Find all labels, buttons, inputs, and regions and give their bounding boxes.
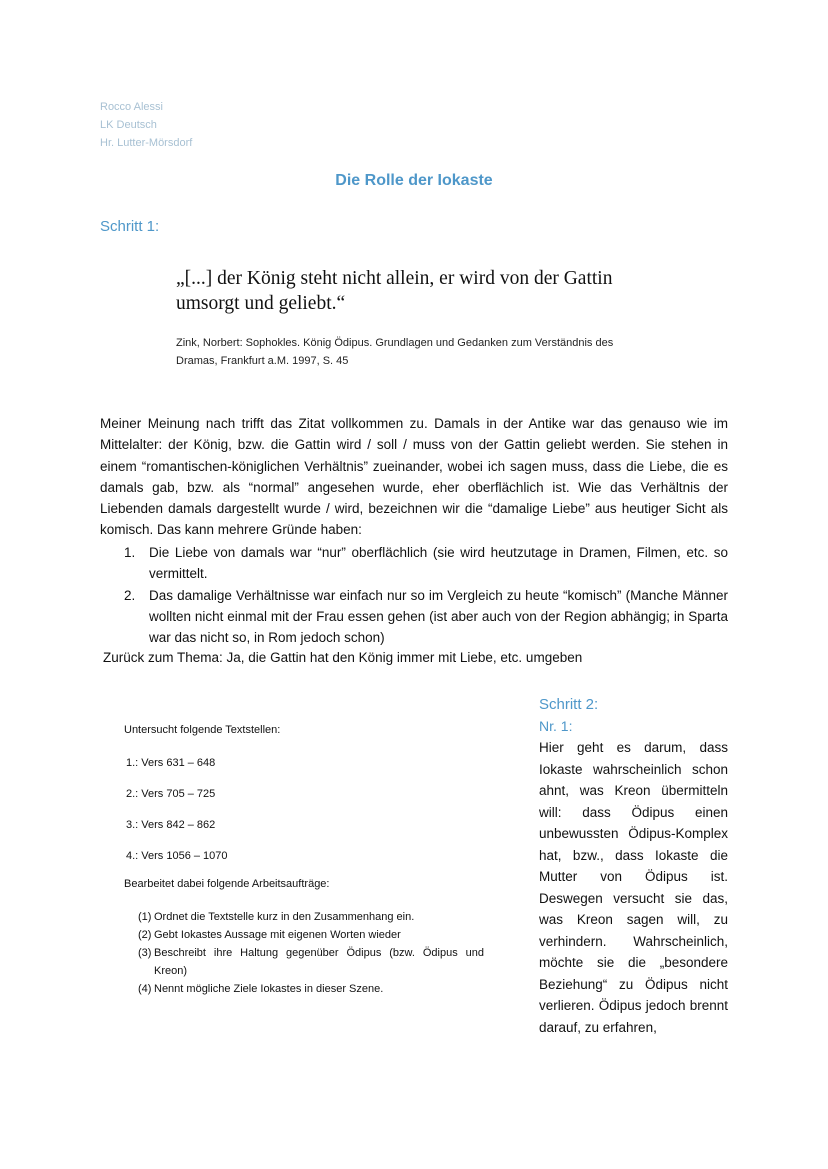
document-title: Die Rolle der Iokaste [335,172,493,189]
assignment-text: Gebt Iokastes Aussage mit eigenen Worten wieder [154,929,401,941]
quote-line: umsorgt und geliebt.“ [176,293,346,314]
nr1-heading: Nr. 1: [539,718,573,734]
verse-item: 2.: Vers 705 – 725 [126,788,216,800]
quote-source [176,334,646,370]
list-text: Die Liebe von damals war “nur” oberflächlich (sie wird heutzutage in Dramen, Filmen, etc. so vermittelt. [149,545,728,582]
verse-item: 4.: Vers 1056 – 1070 [126,850,228,862]
assignment-number: (2) [138,929,152,941]
task-intro: Untersucht folgende Textstellen: [124,724,281,736]
step2-heading: Schritt 2: [539,696,599,713]
opinion-paragraph: Meiner Meinung nach trifft das Zitat vollkommen zu. Damals in der Antike war das genauso wie im Mittelalter: der König, bzw. die Gattin wird / soll / muss von der Gattin geliebt werden. Sie stehen in einem “romantischen-königlichen Verhältnis” zueinander, wobei ich sagen muss, dass die Liebe, die es damals gab, bzw. als “normal” angesehen wurde, eher oberflächlich ist. Wie das Verhältnis der Liebenden damals dargestellt wurde / wird, bezeichnen wir die “damalige Liebe” aus heutiger Sicht als komisch. Das kann mehrere Gründe haben: [100,416,728,538]
list-number: 2. [124,587,136,603]
quote-line: „[...] der König steht nicht allein, er wird von der Gattin [176,268,613,289]
course-name: LK Deutsch [100,119,157,131]
step2-column [539,694,728,1038]
assignment-text: Nennt mögliche Ziele Iokastes in dieser Szene. [154,983,384,995]
assignment-number: (4) [138,983,152,995]
reasons-list [100,542,728,648]
step1-heading: Schritt 1: [100,218,160,235]
list-text: Das damalige Verhältnisse war einfach nur so im Vergleich zu heute “komisch” (Manche Männer wollten nicht einmal mit der Frau essen gehen (ist aber auch von der Region abhängig; in Sparta war das nicht so, in Rom jedoch schon) [149,587,728,646]
assignment-list [138,908,484,998]
list-item [100,542,728,585]
verse-item: 1.: Vers 631 – 648 [126,757,216,769]
assignment-number: (3) [138,947,152,959]
list-item [100,585,728,649]
assignment-item [138,944,484,980]
assignment-item [138,926,484,944]
step2-paragraph: Hier geht es darum, dass Iokaste wahrscheinlich schon ahnt, was Kreon übermitteln will: dass Ödipus einen unbewussten Ödipus-Komplex hat, bzw., dass Iokaste die Mutter von Ödipus ist. Deswegen versucht sie das, was Kreon sagen will, zu verhindern. Wahrscheinlich, möchte sie die „besondere Beziehung“ zu Ödipus nicht verlieren. Ödipus jedoch brennt darauf, zu erfahren, [539,740,728,1035]
list-number: 1. [124,545,136,560]
teacher-name: Hr. Lutter-Mörsdorf [100,137,193,149]
assignment-number: (1) [138,911,152,923]
verse-item: 3.: Vers 842 – 862 [126,819,216,831]
author-header [100,98,192,152]
assignment-text: Beschreibt ihre Haltung gegenüber Ödipus (bzw. Ödipus und Kreon) [154,947,484,977]
source-line: Zink, Norbert: Sophokles. König Ödipus. Grundlagen und Gedanken zum Verständnis des [176,337,614,349]
assignment-item [138,980,484,998]
assignment-item [138,908,484,926]
assignment-text: Ordnet die Textstelle kurz in den Zusammenhang ein. [154,911,415,923]
conclusion-line: Zurück zum Thema: Ja, die Gattin hat den König immer mit Liebe, etc. umgeben [103,650,583,665]
quote-block [176,266,676,316]
source-line: Dramas, Frankfurt a.M. 1997, S. 45 [176,355,349,367]
assignment-intro: Bearbeitet dabei folgende Arbeitsaufträge: [124,878,330,890]
author-name: Rocco Alessi [100,101,163,113]
